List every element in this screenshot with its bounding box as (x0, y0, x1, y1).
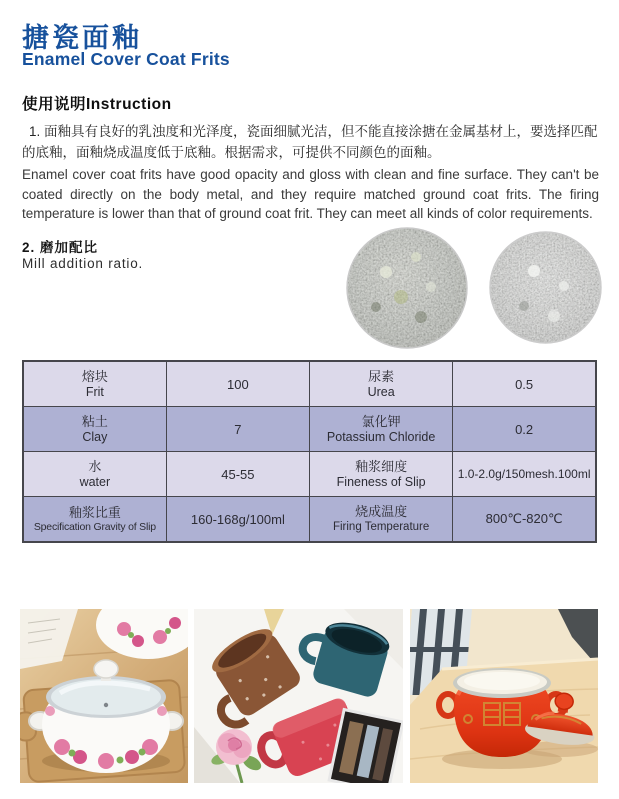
table-label: 氯化钾 (361, 413, 401, 429)
milled-powder-photo (489, 231, 602, 344)
table-value: 45-55 (166, 452, 309, 497)
photo-enamel-mugs (194, 609, 403, 783)
instruction-paragraph-chinese: 1. 面釉具有良好的乳浊度和光泽度，瓷面细腻光洁，但不能直接涂搪在金属基材上，要选择匹配的底釉，面釉烧成温度低于底釉。根据需求，可提供不同颜色的面釉。 (22, 124, 598, 160)
table-label: 釉浆比重 (68, 504, 121, 520)
table-row: 熔块 Frit 100 尿素 Urea 0.5 (23, 361, 596, 407)
photo-red-enamel-pot (410, 609, 598, 783)
table-row: 水 water 45-55 釉浆细度 Fineness of Slip 1.0-2.0g/150mesh.100ml (23, 452, 596, 497)
mill-ratio-heading-english: Mill addition ratio. (22, 256, 144, 271)
table-value: 1.0-2.0g/150mesh.100ml (453, 452, 596, 497)
table-label: 粘土 (81, 413, 108, 429)
instruction-heading: 使用说明Instruction (22, 96, 172, 113)
table-value: 800℃-820℃ (453, 497, 596, 543)
frit-granules-photo (346, 227, 468, 349)
table-row: 粘土 Clay 7 氯化钾 Potassium Chloride 0.2 (23, 407, 596, 452)
mill-ratio-heading-chinese: 2. 磨加配比 (22, 240, 99, 255)
mill-addition-table (22, 360, 597, 543)
table-value: 0.5 (453, 361, 596, 407)
page-title-chinese: 搪瓷面釉 (22, 23, 142, 53)
photo-floral-enamel-pot (20, 609, 188, 783)
table-label: 釉浆细度 (355, 458, 408, 474)
page-title-english: Enamel Cover Coat Frits (22, 49, 230, 69)
table-label: 熔块 (81, 368, 108, 384)
table-value: 0.2 (453, 407, 596, 452)
table-label: 尿素 (368, 368, 395, 384)
instruction-paragraph-english: Enamel cover coat frits have good opacity and gloss with clean and fine surface. They can't be coated directly on the body metal, and they require matched ground coat frits. The firing temperature is lower than that of ground coat frit. They can meet all kinds of color requirements. (22, 167, 599, 221)
table-value: 160-168g/100ml (166, 497, 309, 543)
table-value: 100 (166, 361, 309, 407)
table-value: 7 (166, 407, 309, 452)
table-row: 釉浆比重 Specification Gravity of Slip 160-168g/100ml 烧成温度 Firing Temperature 800℃-820℃ (23, 497, 596, 543)
table-label: 烧成温度 (355, 504, 408, 519)
table-label: 水 (88, 458, 102, 474)
